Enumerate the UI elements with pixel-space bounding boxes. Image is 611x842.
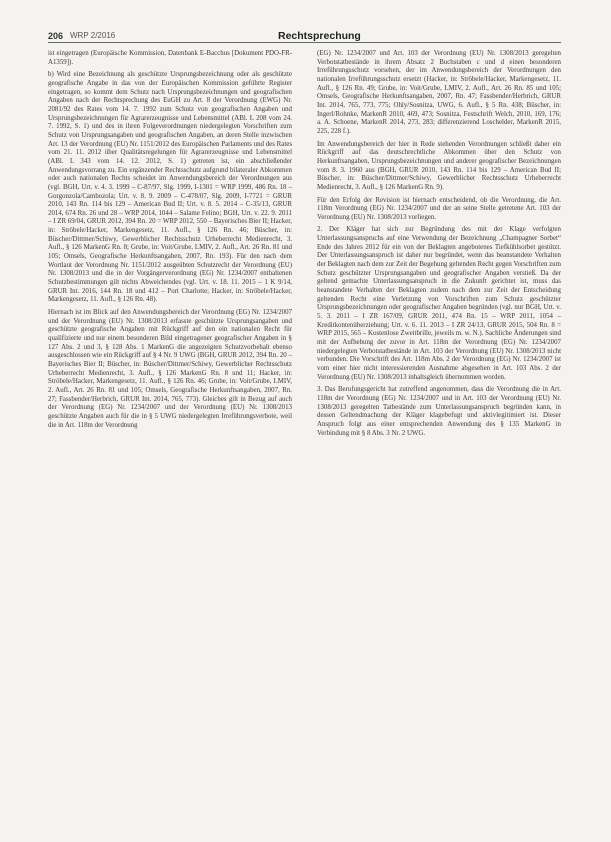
paragraph: b) Wird eine Bezeichnung als geschützte Ursprungsbezeichnung oder als geschützte geografische Angabe in das von der Europäischen Kommission geführte Register eingetragen, so kommt dem Schutz nach Ursprungsbezeichnungen und geografischen Angaben nach der Rechtsprechung des EuGH zu Art. 8 der Verordnung (EWG) Nr. 2081/92 des Rates vom 14. 7. 1992 zum Schutz von geografischen Angaben und Ursprungsbezeichnungen für Agrarerzeugnisse und Lebensmittel (ABl. L 208 vom 24. 7. 1992, S. 1) und des in ihren Folgeverordnungen niedergelegten Vorschriften zum Schutz von Ursprungsangaben und geografischen Angaben, an deren Stelle inzwischen Art. 13 der Verordnung (EU) Nr. 1151/2012 des Europäischen Parlaments und des Rates vom 21. 11. 2012 über Qualitätsregelungen für Agrarerzeugnisse und Lebensmittel (ABl. L 343 vom 14. 12. 2012, S. 1) getreten ist, ein abschließender Anwendungsvorrang zu. Ein ergänzender Rechtsschutz aufgrund bilateraler Abkommen oder auch nationalen Rechts scheidet im Anwendungsbereich der Verordnungen aus (vgl. BGH, Urt. v. 4. 3. 1999 – C-87/97, Slg. 1999, I-1301 = WRP 1999, 486 Rn. 18 – Gorgonzola/Cambozola; Urt. v. 8. 9. 2009 – C-478/07, Slg. 2009, I-7721 = GRUR 2010, 143 Rn. 114 bis 129 – American Bud II; Urt. v. 8. 5. 2014 – C-35/13, GRUR 2014, 674 Rn. 26 und 28 – WRP 2014, 1044 – Salame Felino; BGH, Urt. v. 22. 9. 2011 – I ZR 69/04, GRUR 2012, 394 Rn. 20 = WRP 2012, 550 – Bayerisches Bier II; Hacker, in: Ströbele/Hacker, Markengesetz, 11. Aufl., § 126 Rn. 46; Büscher, in: Büscher/Dittmer/Schiwy, Gewerblicher Rechtsschutz Urheberrecht Medienrecht, 3. Aufl., § 126 MarkenG Rn. 8; Grube, in: Voit/Grube, LMIV, 2. Aufl., Art. 26 Rn. 81 und 105; Omsels, Geografische Herkunftsangaben, 2007, Rn. 193). Für den nach dem Wortlaut der Verordnung Nr. 1151/2012 ausgeübten Schutzrecht der Verordnung (EU) Nr. 1308/2013 und die in der Vorgängerverordnung (EG) Nr. 1234/2007 enthaltenen Schutzbestimmungen gilt nichts Abweichendes (vgl. Urt. v. 18. 11. 2015 – 1 K 9/14, GRUR Int. 2016, 144 Rn. 18 und 412 – Port Charlotte; Hacker, in: Ströbele/Hacker, Markengesetz, 11. Aufl., § 126 Rn. 48). <box>48 71 292 304</box>
paragraph: ist eingetragen (Europäische Kommission, Datenbank E-Bacchus [Dokument PDO-FR-A1359]). <box>48 50 292 66</box>
paragraph: 2. Der Kläger hat sich zur Begründung des mit der Klage verfolgten Unterlassungsanspruchs auf eine Verwendung der Bezeichnung „Champagner Sorbet“ Ende des Jahres 2012 für ein von der Beklagten angebotenes Tiefkühlsorbet gestützt. Der Unterlassungsanspruch ist daher nur begründet, wenn das beanstandete Verhalten der Beklagten nach dem zur Zeit der Begehung geltenden Recht gegen Vorschriften zum Schutz geschützter Ursprungsangaben und geografischer Angaben verstieß. Da der geltend gemachte Unterlassungsanspruch in die Zukunft gerichtet ist, muss das beanstandete Verhalten der Beklagten zudem nach dem zur Zeit der Entscheidung geltenden Recht eine Verletzung von Vorschriften zum Schutz geschützter Ursprungsbezeichnungen oder geografischer Angaben begründen (vgl. nur BGH, Urt. v. 5. 3. 2011 – I ZR 167/09, GRUR 2011, 474 Rn. 15 – WRP 2011, 1054 – Kreditkontenüberziehung; Urt. v. 6. 11. 2013 – I ZR 24/13, GRUR 2015, 504 Rn. 8 = WRP 2015, 565 – Kostenlose Zweitbrille, jeweils m. w. N.). Sachliche Änderungen sind mit der Aufhebung der zuvor in Art. 118m der Verordnung (EG) Nr. 1234/2007 niedergelegten Verbotstatbestände in Art. 103 der Verordnung (EU) Nr. 1308/2013 nicht verbunden. Die Vorschrift des Art. 118m Abs. 2 der Verordnung (EG) Nr. 1234/2007 ist vom einer hier nicht interessierenden Ausnahme abgesehen in Art. 103 Abs. 2 der Verordnung (EU) Nr. 1308/2013 inhaltsgleich übernommen worden. <box>317 226 561 381</box>
paragraph: Für den Erfolg der Revision ist hiernach entscheidend, ob die Verordnung, die Art. 118m Verordnung (EG) Nr. 1234/2007 und der an seine Stelle getretene Art. 103 der Verordnung (EU) Nr. 1308/2013 vorliegen. <box>317 196 561 221</box>
page-number: 206 <box>48 31 64 41</box>
right-column <box>317 50 561 442</box>
section-title: Rechtsprechung <box>278 30 361 42</box>
header-divider <box>48 42 561 43</box>
paragraph: (EG) Nr. 1234/2007 und Art. 103 der Verordnung (EU) Nr. 1308/2013 geregelten Verbotstatbestände in ihrem Absatz 2 Buchstaben c und d einen besonderen Irreführungsschutz vorsehen, der im Anwendungsbereich der Verordnungen den nationalen Irreführungsschutz ersetzt (Hacker, in: Ströbele/Hacker, Markengesetz, 11. Aufl., § 126 Rn. 49; Grube, in: Voit/Grube, LMIV, 2. Aufl., Art. 26 Rn. 85 und 105; Omsels, Geografische Herkunftsangaben, 2007, Rn. 47; Fassbender/Herbrich, GRUR Int. 2014, 765, 773, 775; Ohly/Sosnitza, UWG, 6. Aufl., § 5 Rn. 438; Büscher, in: Ingerl/Rohnke, MarkenR 2010, 469, 473; Sosnitza, Festschrift Welch, 2010, 169, 176; a. A. Schoene, MarkenR 2014, 273, 283; differenzierend Loschelder, MarkenR 2015, 225, 228 f.). <box>317 50 561 135</box>
paragraph: 3. Das Berufungsgericht hat zutreffend angenommen, dass die Verordnung die in Art. 118m der Verordnung (EG) Nr. 1234/2007 und in Art. 103 der Verordnung (EU) Nr. 1308/2013 geregelten Tatbestände zum Unterlassungsanspruch begründen kann, in dessen Geltendmachung der Kläger klagebefugt und aktivlegitimiert ist. Dieser Anspruch folgt aus einer entsprechenden Anwendung des § 135 MarkenG in Verbindung mit § 8 Abs. 3 Nr. 2 UWG. <box>317 386 561 437</box>
journal-reference: WRP 2/2016 <box>70 31 116 40</box>
left-column <box>48 50 292 434</box>
paragraph: Hiernach ist im Blick auf den Anwendungsbereich der Verordnung (EG) Nr. 1234/2007 und der Verordnung (EU) Nr. 1308/2013 erfasste geschützte Ursprungsangaben und geschützte geografische Angaben mit Rückgriff auf den ein nationalen Recht für qualifizierte und nur einem besonderen Bild eingetragener geografischer Angaben in § 127 Abs. 2 und 3, § 128 Abs. 1 MarkenG die angezeigten Schutzvorbehalt ebenso ausgeschlossen wie ein Rückgriff auf § 4 Nr. 9 UWG (BGH, GRUR 2012, 394 Rn. 20 – Bayerisches Bier II; Büscher, in: Büscher/Dittmer/Schiwy, Gewerblicher Rechtsschutz Urheberrecht Medienrecht, 3. Aufl., § 126 MarkenG Rn. 8 und 11; Hacker, in: Ströbele/Hacker, Markengesetz, 11. Aufl., § 126 Rn. 46; Grube, in: Voit/Grube, LMIV, 2. Aufl., Art. 26 Rn. 81 und 105; Omsels, Geografische Herkunftsangaben, 2007, Rn. 27; Fassbender/Herbrich, GRUR Int. 2014, 765, 773). Gleiches gilt in Bezug auf auch der Verordnung (EG) Nr. 1234/2007 und der Verordnung (EU) Nr. 1308/2013 geschützte Angaben auch für die in § 5 UWG niedergelegten Irreführungsverbote, weil die in Art. 118m der Verordnung <box>48 309 292 429</box>
paragraph: Im Anwendungsbereich der hier in Rede stehenden Verordnungen schließt daher ein Rückgriff auf das deutschrechtliche Abkommen über den Schutz von Herkunftsangaben, Ursprungsbezeichnungen und anderer geografischer Bezeichnungen vom 8. 3. 1960 aus (BGH, GRUR 2010, 143 Rn. 114 bis 129 – American Bud II; Büscher, in: Büscher/Dittmer/Schiwy, Gewerblicher Rechtsschutz Urheberrecht Medienrecht, 3. Aufl., § 126 MarkenG Rn. 9). <box>317 140 561 191</box>
page-header <box>0 0 611 42</box>
